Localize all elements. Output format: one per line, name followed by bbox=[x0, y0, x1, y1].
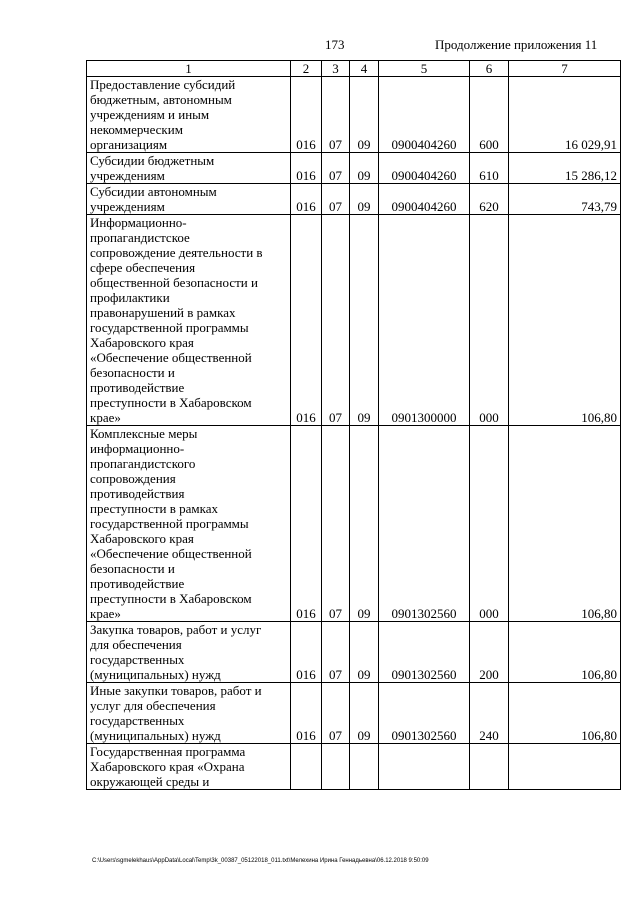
row-name-line: (муниципальных) нужд bbox=[90, 667, 221, 682]
expense-type-code: 620 bbox=[470, 184, 509, 215]
row-name-line: Государственная программа bbox=[90, 744, 246, 759]
row-name-line: Иные закупки товаров, работ и bbox=[90, 683, 262, 698]
section-code: 07 bbox=[322, 683, 350, 744]
section-code: 07 bbox=[322, 622, 350, 683]
expense-type-code: 000 bbox=[470, 215, 509, 426]
target-article-code: 0900404260 bbox=[379, 77, 470, 153]
row-name-line: безопасности и bbox=[90, 365, 175, 380]
row-name-line: «Обеспечение общественной bbox=[90, 546, 252, 561]
appendix-note: Продолжение приложения 11 bbox=[435, 37, 598, 52]
subsection-code: 09 bbox=[350, 153, 379, 184]
row-name-line: Хабаровского края «Охрана bbox=[90, 759, 245, 774]
header-row bbox=[87, 61, 621, 77]
section-code: 07 bbox=[322, 77, 350, 153]
section-code: 07 bbox=[322, 153, 350, 184]
column-header: 7 bbox=[509, 61, 621, 77]
kvsr-code: 016 bbox=[291, 683, 322, 744]
table-row bbox=[87, 622, 621, 683]
row-name-line: учреждениям bbox=[90, 199, 165, 214]
kvsr-code: 016 bbox=[291, 153, 322, 184]
row-name-line: противодействия bbox=[90, 486, 185, 501]
target-article-code bbox=[379, 744, 470, 790]
kvsr-code: 016 bbox=[291, 215, 322, 426]
target-article-code: 0901302560 bbox=[379, 622, 470, 683]
subsection-code: 09 bbox=[350, 77, 379, 153]
row-name-line: крае» bbox=[90, 410, 121, 425]
row-name-line: правонарушений в рамках bbox=[90, 305, 236, 320]
row-name-line: государственной программы bbox=[90, 516, 249, 531]
kvsr-code: 016 bbox=[291, 77, 322, 153]
row-name-line: преступности в Хабаровском bbox=[90, 395, 252, 410]
row-name-line: противодействие bbox=[90, 576, 185, 591]
row-name-line: сопровождения bbox=[90, 471, 176, 486]
expense-type-code: 000 bbox=[470, 426, 509, 622]
row-name bbox=[87, 77, 291, 153]
subsection-code: 09 bbox=[350, 426, 379, 622]
column-header: 3 bbox=[322, 61, 350, 77]
target-article-code: 0901302560 bbox=[379, 426, 470, 622]
row-name bbox=[87, 426, 291, 622]
row-name-line: учреждениям bbox=[90, 168, 165, 183]
expense-type-code: 610 bbox=[470, 153, 509, 184]
column-header: 1 bbox=[87, 61, 291, 77]
row-name-line: пропагандистского bbox=[90, 456, 196, 471]
footer-file-path: C:\Users\sgmelekhaus\AppData\Local\Temp\3k_00387_05122018_011.txt\Мелехина Ирина Геннадьевна\06.12.2018 9:50:09 bbox=[92, 858, 429, 864]
row-name-line: для обеспечения bbox=[90, 637, 182, 652]
page-number: 173 bbox=[325, 37, 345, 52]
amount: 106,80 bbox=[509, 426, 621, 622]
row-name-line: Субсидии автономным bbox=[90, 184, 217, 199]
amount: 106,80 bbox=[509, 683, 621, 744]
subsection-code bbox=[350, 744, 379, 790]
row-name bbox=[87, 184, 291, 215]
row-name-line: услуг для обеспечения bbox=[90, 698, 216, 713]
row-name-line: пропагандистское bbox=[90, 230, 190, 245]
row-name-line: государственных bbox=[90, 713, 185, 728]
row-name-line: Информационно- bbox=[90, 215, 187, 230]
kvsr-code: 016 bbox=[291, 184, 322, 215]
table-row bbox=[87, 77, 621, 153]
row-name bbox=[87, 683, 291, 744]
target-article-code: 0901300000 bbox=[379, 215, 470, 426]
row-name-line: организациям bbox=[90, 137, 168, 152]
section-code bbox=[322, 744, 350, 790]
target-article-code: 0901302560 bbox=[379, 683, 470, 744]
section-code: 07 bbox=[322, 184, 350, 215]
table-row bbox=[87, 683, 621, 744]
kvsr-code bbox=[291, 744, 322, 790]
row-name-line: (муниципальных) нужд bbox=[90, 728, 221, 743]
expense-type-code: 240 bbox=[470, 683, 509, 744]
budget-table bbox=[86, 60, 621, 790]
row-name-line: «Обеспечение общественной bbox=[90, 350, 252, 365]
row-name bbox=[87, 744, 291, 790]
kvsr-code: 016 bbox=[291, 622, 322, 683]
subsection-code: 09 bbox=[350, 683, 379, 744]
row-name-line: сфере обеспечения bbox=[90, 260, 196, 275]
subsection-code: 09 bbox=[350, 184, 379, 215]
expense-type-code: 600 bbox=[470, 77, 509, 153]
amount: 106,80 bbox=[509, 622, 621, 683]
row-name-line: Предоставление субсидий bbox=[90, 77, 236, 92]
row-name bbox=[87, 215, 291, 426]
row-name-line: государственных bbox=[90, 652, 185, 667]
row-name-line: Хабаровского края bbox=[90, 531, 194, 546]
row-name-line: бюджетным, автономным bbox=[90, 92, 232, 107]
row-name-line: профилактики bbox=[90, 290, 170, 305]
section-code: 07 bbox=[322, 426, 350, 622]
row-name-line: крае» bbox=[90, 606, 121, 621]
row-name-line: Комплексные меры bbox=[90, 426, 198, 441]
amount: 743,79 bbox=[509, 184, 621, 215]
row-name-line: некоммерческим bbox=[90, 122, 183, 137]
row-name-line: государственной программы bbox=[90, 320, 249, 335]
amount: 16 029,91 bbox=[509, 77, 621, 153]
column-header: 4 bbox=[350, 61, 379, 77]
kvsr-code: 016 bbox=[291, 426, 322, 622]
subsection-code: 09 bbox=[350, 622, 379, 683]
row-name-line: сопровождение деятельности в bbox=[90, 245, 263, 260]
row-name bbox=[87, 153, 291, 184]
row-name-line: информационно- bbox=[90, 441, 185, 456]
target-article-code: 0900404260 bbox=[379, 153, 470, 184]
row-name-line: учреждениям и иным bbox=[90, 107, 210, 122]
column-header: 6 bbox=[470, 61, 509, 77]
column-header: 5 bbox=[379, 61, 470, 77]
row-name-line: преступности в Хабаровском bbox=[90, 591, 252, 606]
row-name-line: противодействие bbox=[90, 380, 185, 395]
row-name-line: преступности в рамках bbox=[90, 501, 219, 516]
table-row bbox=[87, 153, 621, 184]
expense-type-code: 200 bbox=[470, 622, 509, 683]
row-name-line: Закупка товаров, работ и услуг bbox=[90, 622, 262, 637]
row-name-line: окружающей среды и bbox=[90, 774, 210, 789]
expense-type-code bbox=[470, 744, 509, 790]
table-row bbox=[87, 744, 621, 790]
target-article-code: 0900404260 bbox=[379, 184, 470, 215]
amount bbox=[509, 744, 621, 790]
section-code: 07 bbox=[322, 215, 350, 426]
table-row bbox=[87, 184, 621, 215]
subsection-code: 09 bbox=[350, 215, 379, 426]
row-name bbox=[87, 622, 291, 683]
row-name-line: безопасности и bbox=[90, 561, 175, 576]
row-name-line: Хабаровского края bbox=[90, 335, 194, 350]
table-row bbox=[87, 426, 621, 622]
amount: 15 286,12 bbox=[509, 153, 621, 184]
amount: 106,80 bbox=[509, 215, 621, 426]
column-header: 2 bbox=[291, 61, 322, 77]
row-name-line: общественной безопасности и bbox=[90, 275, 258, 290]
row-name-line: Субсидии бюджетным bbox=[90, 153, 215, 168]
table-row bbox=[87, 215, 621, 426]
